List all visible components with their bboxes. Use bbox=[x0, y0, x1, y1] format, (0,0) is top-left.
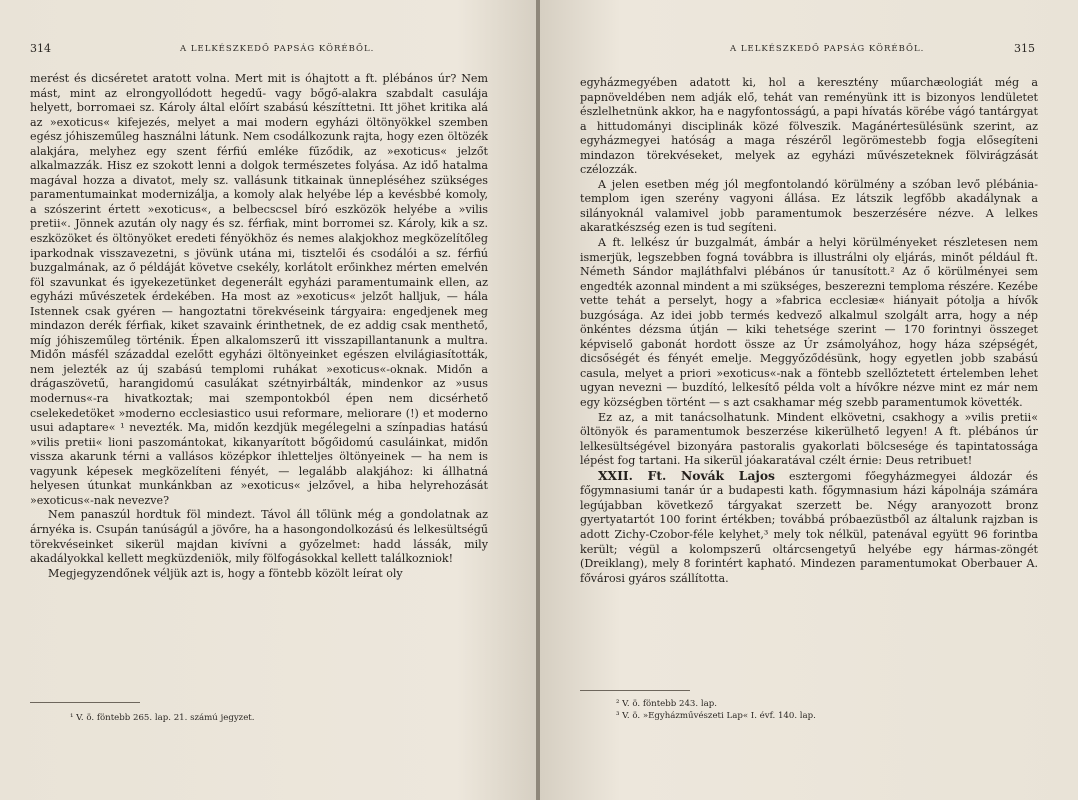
paragraph: A ft. lelkész úr buzgalmát, ámbár a helyi körülményeket részletesen nem ismerjük, legszebben fogná továbbra is illustrálni oly eljárás, minőt például ft. Németh Sándor majláthfalvi plébános úr tanusított.² Az ő körülményei sem engedték azonnal mindent a mi szükséges, beszerezni temploma részére. Kezébe vette tehát a perselyt, hogy a »fabrica ecclesiæ« hiányait pótolja a hívők buzgósága. Az idei jobb termés kedvező alkalmul szolgált arra, hogy a nép önkéntes dézsma útján — kiki tehetsége szerint — 170 forintnyi összeget képviselő gabonát hordott össze az Úr zsámolyához, hogy háza szépségét, dicsőségét és fényét emelje. Meggyőződésünk, hogy egyetlen jobb szabású casula, melyet a priori »exoticus«-nak a föntebb szellőztetett értelemben lehet ugyan nevezni — buzdító, lelkesítő példa volt a hívőkre nézve mint ez már nem egy községben történt — s azt csakhamar még szebb paramentumok követték. bbox=[580, 236, 1038, 410]
paragraph: Nem panaszúl hordtuk föl mindezt. Távol áll tőlünk még a gondolatnak az árnyéka is. Csupán tanúságúl a jövőre, ha a hasongondolkozású és lelkesültségű törekvéseinket sikerül majdan kivívni a győzelmet: hadd lássák, mily akadályokkal kellett megküzdeniök, mily fölfogásokkal kellett találkozniok! bbox=[30, 508, 488, 566]
section-paragraph: XXII. Ft. Novák Lajos esztergomi főegyházmegyei áldozár és főgymnasiumi tanár úr a budapesti kath. főgymnasium házi kápolnája számára legújabban következő tárgyakat szerzett be. Négy aranyozott bronz gyertyatartót 100 forint értékben; továbbá próbaezüstből az általunk rajzban is adott Zichy-Czobor-féle kelyhet,³ mely tok nélkül, patenával együtt 96 forintba került; végül a kolompszerű oltárcsengetyű helyébe egy hármas-zöngét (Dreiklang), mely 8 forintért kapható. Mindezen paramentumokat Oberbauer A. fővárosi gyáros szállította. bbox=[580, 467, 1038, 585]
paragraph: Megjegyzendőnek véljük azt is, hogy a föntebb közölt leírat oly bbox=[48, 566, 403, 580]
left-page bbox=[0, 0, 538, 800]
footnote-rule bbox=[580, 690, 690, 691]
page-number: 315 bbox=[1014, 42, 1035, 55]
right-body-text bbox=[580, 76, 1038, 586]
paragraph: egyházmegyében adatott ki, hol a keresztény műarchæologiát még a papnöveldében nem adják elő, tehát van reményünk itt is bizonyos lendületet észlelhetnünk akkor, ha e nagyfontosságú, a papi hívatás körébe vágó tantárgyat a hittudományi disciplinák közé fölveszik. Magánértesülésünk szerint, az egyházmegyei hatóság a maga részéről legörömestebb fogja elősegíteni mindazon törekvéseket, melyek az egyházi művészeteknek fölvirágzását czélozzák. bbox=[580, 76, 1038, 177]
left-body-text bbox=[30, 72, 488, 581]
footnote: ³ V. ö. »Egyházművészeti Lap« I. évf. 140. lap. bbox=[616, 711, 816, 721]
footnote: ¹ V. ö. föntebb 265. lap. 21. számú jegyzet. bbox=[70, 713, 255, 723]
paragraph: A jelen esetben még jól megfontolandó körülmény a szóban levő plébánia-templom igen szerény vagyoni állása. Ez látszik legfőbb akadálynak a silányoknál valamivel jobb paramentumok beszerzésére nézve. A lelkes akaratkészség ezen is tud segíteni. bbox=[580, 177, 1038, 235]
running-head: A LELKÉSZKEDŐ PAPSÁG KÖRÉBŐL. bbox=[730, 44, 925, 54]
footnotes bbox=[70, 712, 470, 724]
paragraph: merést és dicséretet aratott volna. Mert mit is óhajtott a ft. plébános úr? Nem mást, mint az elrongyollódott hegedű- vagy bőgő-alakra szabdalt casulája helyett, borromaei sz. Károly által előírt szabású készíttetni. Itt jöhet kritika alá az »exoticus« kifejezés, melyet a mai modern egyházi öltönyökkel szemben egész jóhiszeműleg használni látunk. Nem csodálkozunk rajta, hogy ezen öltözék alakjára, melyhez egy szent férfiú emléke fűződik, az »exoticus« jelzőt alkalmazzák. Hisz ez szokott lenni a dolgok természetes folyása. Az idő hatalma magával hozza a divatot, mely sz. vallásunk titkainak ünnepléséhez szükséges paramentumainkat modernizálja, a komoly alak helyébe lép a kevésbbé komoly, a szószerint értett »exoticus«, a belbecscsel bíró eszközök helyébe a »vilis pretii«. Jönnek azután oly nagy és sz. férfiak, mint borromei sz. Károly, kik a sz. eszközöket és öltönyöket eredeti fényökhöz és nemes alakjokhoz megközelítőleg iparkodnak visszavezetni, s jövünk utána mi, tisztelői és csodálói a sz. férfiú buzgalmának, az ő példáját követve csekély, korlátolt erőinkhez mérten emelvén föl szavunkat és igyekezetünket degenerált egyházi paramentumaink ellen, az egyházi művészetek érdekében. Ha most az »exoticus« jelzőt halljuk, — hála Istennek csak gyéren — hangoztatni törekvéseink tárgyaira: engedjenek meg mindazon derék férfiak, kiket szavaink érinthetnek, de ez addig csak menthető, míg jóhiszeműleg történik. Épen alkalomszerű itt visszapillantanunk a multra. Midőn másfél századdal ezelőtt egyházi öltönyeinket egészen elvilágiasították, nem jelezték az új szabású templomi ruhákat »exoticus«-oknak. Midőn a drágaszövetű, harangidomú casulákat szétnyirbálták, mindenkor az »usus modernus«-ra hivatkoztak; mai szempontokból épen nem dicsérhető cselekedetöket »moderno ecclesiastico usui reformare, meliorare (!) et moderno usui adaptare« ¹ nevezték. Ma, midőn kezdjük megélegelni a színpadias hatású »vilis pretii« lioni paszomántokat, kikanyarított bőgőidomú casuláinkat, midőn vissza akarunk térni a vallásos középkor ihletteljes öltönyeinek — ha nem is vagyunk képesek megközelíteni fényét, — legalább alakjához: ki állhatná helyesen útunkat munkánkban az »exoticus« jelzővel, a hiba helyrehozását »exoticus«-nak nevezve? bbox=[30, 72, 488, 507]
page-number: 314 bbox=[30, 42, 51, 55]
section-heading: XXII. Ft. Novák Lajos bbox=[598, 467, 775, 483]
paragraph: Ez az, a mit tanácsolhatunk. Mindent elkövetni, csakhogy a »vilis pretii« öltönyök és paramentumok beszerzése kikerülhető legyen! A ft. plébános úr lelkesültségével bizonyára pastoralis gyakorlati bölcsesége és tapintatossága lépést fog tartani. Ha sikerül jóakaratával czélt érnie: Deus retribuet! bbox=[580, 410, 1038, 468]
right-page bbox=[540, 0, 1078, 800]
footnote: ² V. ö. föntebb 243. lap. bbox=[616, 699, 717, 709]
running-head: A LELKÉSZKEDŐ PAPSÁG KÖRÉBŐL. bbox=[180, 44, 375, 54]
footnotes bbox=[616, 698, 1016, 722]
footnote-rule bbox=[30, 702, 140, 703]
